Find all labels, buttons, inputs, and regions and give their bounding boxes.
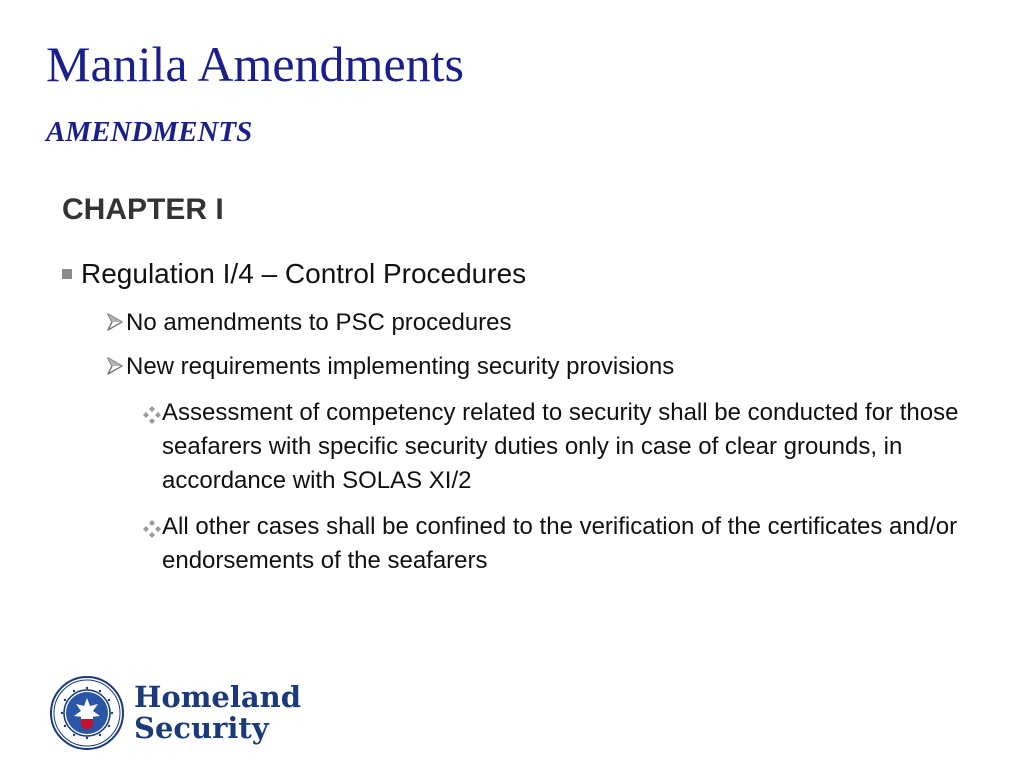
bullet-level2-item bbox=[104, 308, 512, 338]
bullet-level3-item bbox=[142, 514, 962, 578]
bullet-level2-item bbox=[104, 352, 674, 382]
diamond-cluster-bullet-icon bbox=[142, 405, 162, 425]
arrow-bullet-icon bbox=[104, 311, 126, 333]
slide-subtitle: AMENDMENTS bbox=[46, 116, 253, 148]
logo-wordmark bbox=[134, 682, 301, 744]
bullet-level1-text: Regulation I/4 – Control Procedures bbox=[81, 258, 527, 289]
bullet-level2-text: No amendments to PSC procedures bbox=[126, 309, 512, 336]
logo-wordmark-line2: Security bbox=[134, 711, 269, 745]
diamond-cluster-bullet-icon bbox=[142, 519, 162, 539]
slide-title: Manila Amendments bbox=[46, 36, 464, 92]
bullet-level2-text: New requirements implementing security provisions bbox=[126, 353, 675, 380]
dhs-seal-icon bbox=[50, 676, 124, 750]
chapter-heading: CHAPTER I bbox=[62, 193, 224, 226]
logo-wordmark-line1: Homeland bbox=[134, 680, 302, 714]
bullet-level3-text: Assessment of competency related to security shall be conducted for those seafarers with specific security duties only in case of clear grounds, in accordance with SOLAS XI/2 bbox=[162, 399, 959, 494]
arrow-bullet-icon bbox=[104, 355, 126, 377]
bullet-level3-item bbox=[142, 400, 962, 498]
square-bullet-icon bbox=[62, 269, 72, 279]
dhs-logo bbox=[50, 676, 301, 750]
bullet-level1-item bbox=[62, 256, 526, 292]
bullet-level3-text: All other cases shall be confined to the verification of the certificates and/or endorsements of the seafarers bbox=[162, 513, 958, 574]
